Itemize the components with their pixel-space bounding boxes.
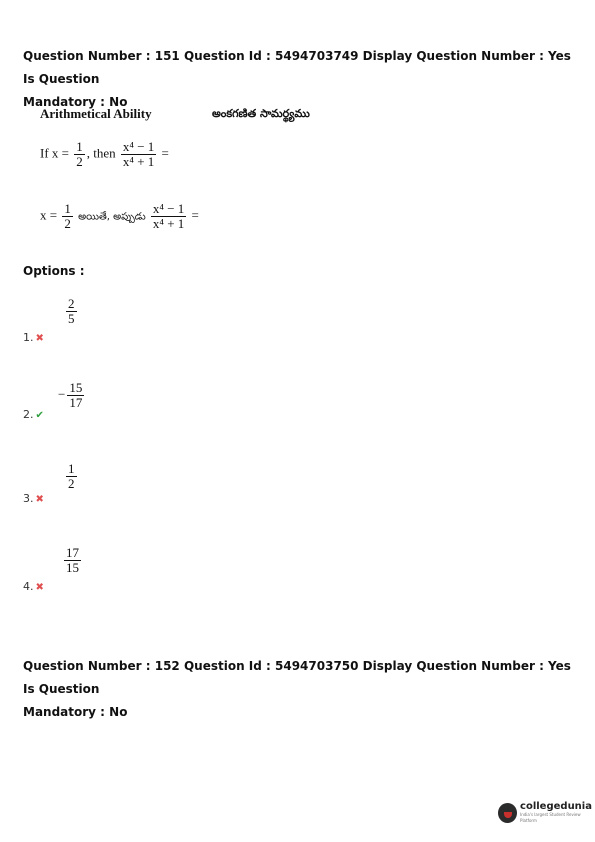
cross-icon: ✖	[35, 494, 44, 505]
option-2-label: 2. ✔	[23, 408, 44, 421]
collegedunia-logo	[498, 801, 595, 824]
cross-icon: ✖	[35, 333, 44, 344]
cross-icon: ✖	[35, 582, 44, 593]
logo-mascot-icon	[498, 803, 517, 823]
logo-tagline: India's largest Student Review Platform	[520, 812, 581, 823]
subject-telugu: అంకగణిత సామర్థ్యము	[212, 107, 310, 120]
stem-then: , then	[86, 145, 116, 161]
option-2-sign: −	[58, 386, 66, 402]
stem-te-equals: =	[191, 207, 199, 223]
option-1-value: $\frac{2}{5}$	[68, 296, 75, 326]
stem-te-half-fraction: $\frac{1}{2}$	[64, 201, 71, 231]
option-3-value: $\frac{1}{2}$	[68, 461, 75, 491]
option-4-value: $\frac{17}{15}$	[66, 545, 79, 575]
option-2-value: − $\frac{15}{17}$	[58, 380, 83, 410]
question-stem-english	[40, 140, 169, 169]
question-151-header	[23, 45, 583, 114]
question-151-header-line1: Question Number : 151 Question Id : 5494703749 Display Question Number : Yes Is Question	[23, 49, 571, 86]
stem-te-x-eq: x =	[40, 207, 58, 223]
question-152-header-line2: Mandatory : No	[23, 705, 128, 719]
question-152-header-line1: Question Number : 152 Question Id : 5494703750 Display Question Number : Yes Is Question	[23, 659, 571, 696]
stem-te-text: అయితే, అప్పుడు	[78, 211, 146, 223]
check-icon: ✔	[35, 410, 44, 421]
stem-x-eq: x =	[51, 145, 70, 161]
stem-equals: =	[161, 145, 169, 161]
option-4-label: 4. ✖	[23, 580, 44, 593]
option-3-label: 3. ✖	[23, 492, 44, 505]
options-label: Options :	[23, 264, 85, 278]
stem-if: If	[40, 145, 49, 161]
question-stem-telugu	[40, 202, 199, 231]
question-152-header	[23, 655, 583, 724]
stem-half-fraction: $\frac{1}{2}$	[76, 139, 83, 169]
option-1-label: 1. ✖	[23, 331, 44, 344]
question-151-header-line2: Mandatory : No	[23, 95, 128, 109]
stem-expression-fraction: $\frac{\text{x⁴ − 1}}{\text{x⁴ + 1}}$	[122, 139, 155, 169]
subject-english: Arithmetical Ability	[40, 106, 152, 121]
logo-name: collegedunia	[520, 801, 592, 812]
stem-te-expression-fraction: $\frac{\text{x⁴ − 1}}{\text{x⁴ + 1}}$	[152, 201, 185, 231]
